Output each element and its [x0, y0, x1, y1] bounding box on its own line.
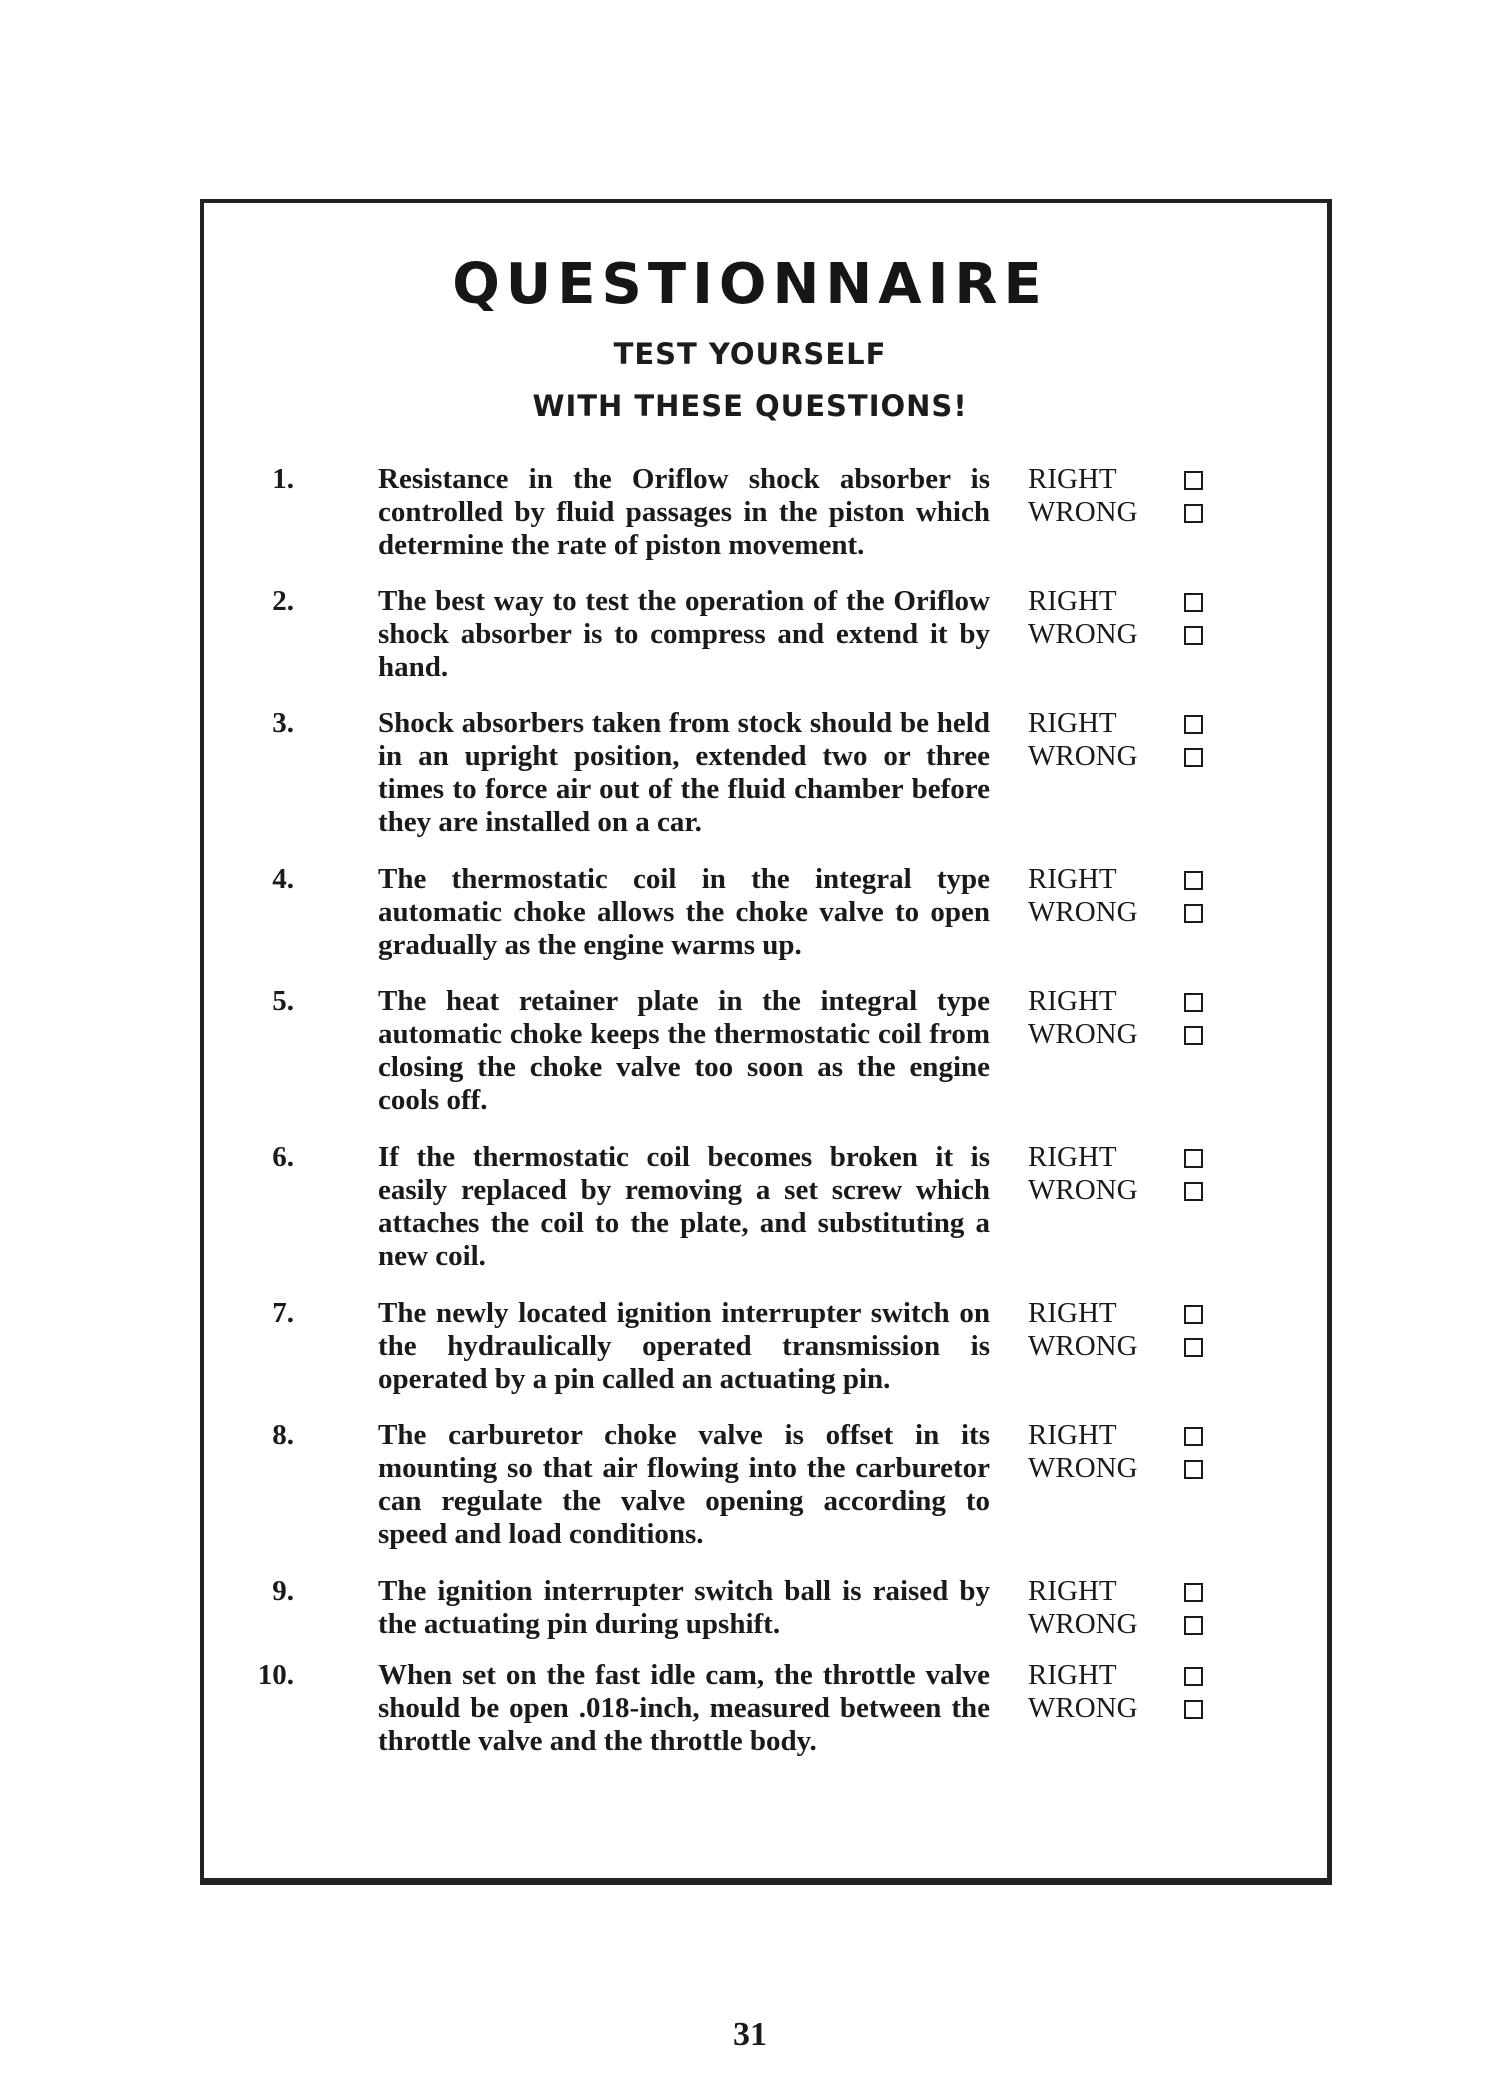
right-option[interactable] [1028, 863, 1218, 896]
wrong-label: WRONG [1028, 1018, 1138, 1050]
wrong-label: WRONG [1028, 1608, 1138, 1640]
wrong-checkbox[interactable] [1184, 1182, 1203, 1201]
right-option[interactable] [1028, 1659, 1218, 1692]
question-number: 4. [272, 863, 294, 895]
right-label: RIGHT [1028, 463, 1117, 495]
wrong-checkbox[interactable] [1184, 626, 1203, 645]
page-number: 31 [733, 2016, 767, 2053]
right-checkbox[interactable] [1184, 593, 1203, 612]
question-text: When set on the fast idle cam, the throttle valve should be open .018-inch, measured between the throttle valve and the throttle body. [378, 1659, 990, 1757]
wrong-checkbox[interactable] [1184, 1460, 1203, 1479]
wrong-label: WRONG [1028, 1452, 1138, 1484]
wrong-option[interactable] [1028, 1330, 1218, 1363]
question-number: 1. [272, 463, 294, 495]
question-text: The heat retainer plate in the integral type automatic choke keeps the thermostatic coil from closing the choke valve too soon as the engine cools off. [378, 985, 990, 1116]
wrong-option[interactable] [1028, 740, 1218, 773]
question-text: Resistance in the Oriflow shock absorber is controlled by fluid passages in the piston which determine the rate of piston movement. [378, 463, 990, 561]
question-number: 6. [272, 1141, 294, 1173]
wrong-checkbox[interactable] [1184, 504, 1203, 523]
wrong-option[interactable] [1028, 896, 1218, 929]
right-option[interactable] [1028, 463, 1218, 496]
right-option[interactable] [1028, 1575, 1218, 1608]
right-checkbox[interactable] [1184, 993, 1203, 1012]
wrong-checkbox[interactable] [1184, 904, 1203, 923]
wrong-option[interactable] [1028, 1174, 1218, 1207]
question-text: Shock absorbers taken from stock should be held in an upright position, extended two or three times to force air out of the fluid chamber before they are installed on a car. [378, 707, 990, 838]
question-number: 9. [272, 1575, 294, 1607]
question-number: 2. [272, 585, 294, 617]
question-text: The ignition interrupter switch ball is raised by the actuating pin during upshift. [378, 1575, 990, 1640]
question-text: The thermostatic coil in the integral type automatic choke allows the choke valve to open gradually as the engine warms up. [378, 863, 990, 961]
right-option[interactable] [1028, 1419, 1218, 1452]
right-option[interactable] [1028, 707, 1218, 740]
right-checkbox[interactable] [1184, 1667, 1203, 1686]
right-label: RIGHT [1028, 1141, 1117, 1173]
wrong-label: WRONG [1028, 740, 1138, 772]
right-checkbox[interactable] [1184, 871, 1203, 890]
right-checkbox[interactable] [1184, 1583, 1203, 1602]
question-number: 5. [272, 985, 294, 1017]
wrong-label: WRONG [1028, 618, 1138, 650]
wrong-checkbox[interactable] [1184, 1026, 1203, 1045]
wrong-option[interactable] [1028, 618, 1218, 651]
wrong-option[interactable] [1028, 1608, 1218, 1641]
subtitle-line-2: WITH THESE QUESTIONS! [532, 389, 968, 423]
right-checkbox[interactable] [1184, 1427, 1203, 1446]
wrong-option[interactable] [1028, 1692, 1218, 1725]
wrong-label: WRONG [1028, 896, 1138, 928]
right-label: RIGHT [1028, 585, 1117, 617]
right-checkbox[interactable] [1184, 1149, 1203, 1168]
right-option[interactable] [1028, 985, 1218, 1018]
right-checkbox[interactable] [1184, 715, 1203, 734]
right-label: RIGHT [1028, 1297, 1117, 1329]
question-number: 7. [272, 1297, 294, 1329]
question-text: The newly located ignition interrupter switch on the hydraulically operated transmission is operated by a pin called an actuating pin. [378, 1297, 990, 1395]
right-label: RIGHT [1028, 1419, 1117, 1451]
right-option[interactable] [1028, 1297, 1218, 1330]
wrong-checkbox[interactable] [1184, 1616, 1203, 1635]
right-label: RIGHT [1028, 1659, 1117, 1691]
question-text: The best way to test the operation of the Oriflow shock absorber is to compress and extend it by hand. [378, 585, 990, 683]
wrong-option[interactable] [1028, 496, 1218, 529]
wrong-checkbox[interactable] [1184, 1700, 1203, 1719]
wrong-option[interactable] [1028, 1452, 1218, 1485]
page-title: QUESTIONNAIRE [452, 252, 1048, 317]
right-label: RIGHT [1028, 985, 1117, 1017]
wrong-label: WRONG [1028, 1692, 1138, 1724]
wrong-checkbox[interactable] [1184, 748, 1203, 767]
right-label: RIGHT [1028, 1575, 1117, 1607]
question-text: If the thermostatic coil becomes broken it is easily replaced by removing a set screw which attaches the coil to the plate, and substituting a new coil. [378, 1141, 990, 1272]
right-label: RIGHT [1028, 863, 1117, 895]
wrong-label: WRONG [1028, 496, 1138, 528]
question-number: 10. [257, 1659, 294, 1691]
right-checkbox[interactable] [1184, 471, 1203, 490]
question-number: 3. [272, 707, 294, 739]
wrong-option[interactable] [1028, 1018, 1218, 1051]
wrong-checkbox[interactable] [1184, 1338, 1203, 1357]
right-option[interactable] [1028, 585, 1218, 618]
right-label: RIGHT [1028, 707, 1117, 739]
wrong-label: WRONG [1028, 1174, 1138, 1206]
question-text: The carburetor choke valve is offset in its mounting so that air flowing into the carburetor can regulate the valve opening according to speed and load conditions. [378, 1419, 990, 1550]
right-option[interactable] [1028, 1141, 1218, 1174]
right-checkbox[interactable] [1184, 1305, 1203, 1324]
wrong-label: WRONG [1028, 1330, 1138, 1362]
subtitle-line-1: TEST YOURSELF [613, 337, 887, 371]
question-number: 8. [272, 1419, 294, 1451]
